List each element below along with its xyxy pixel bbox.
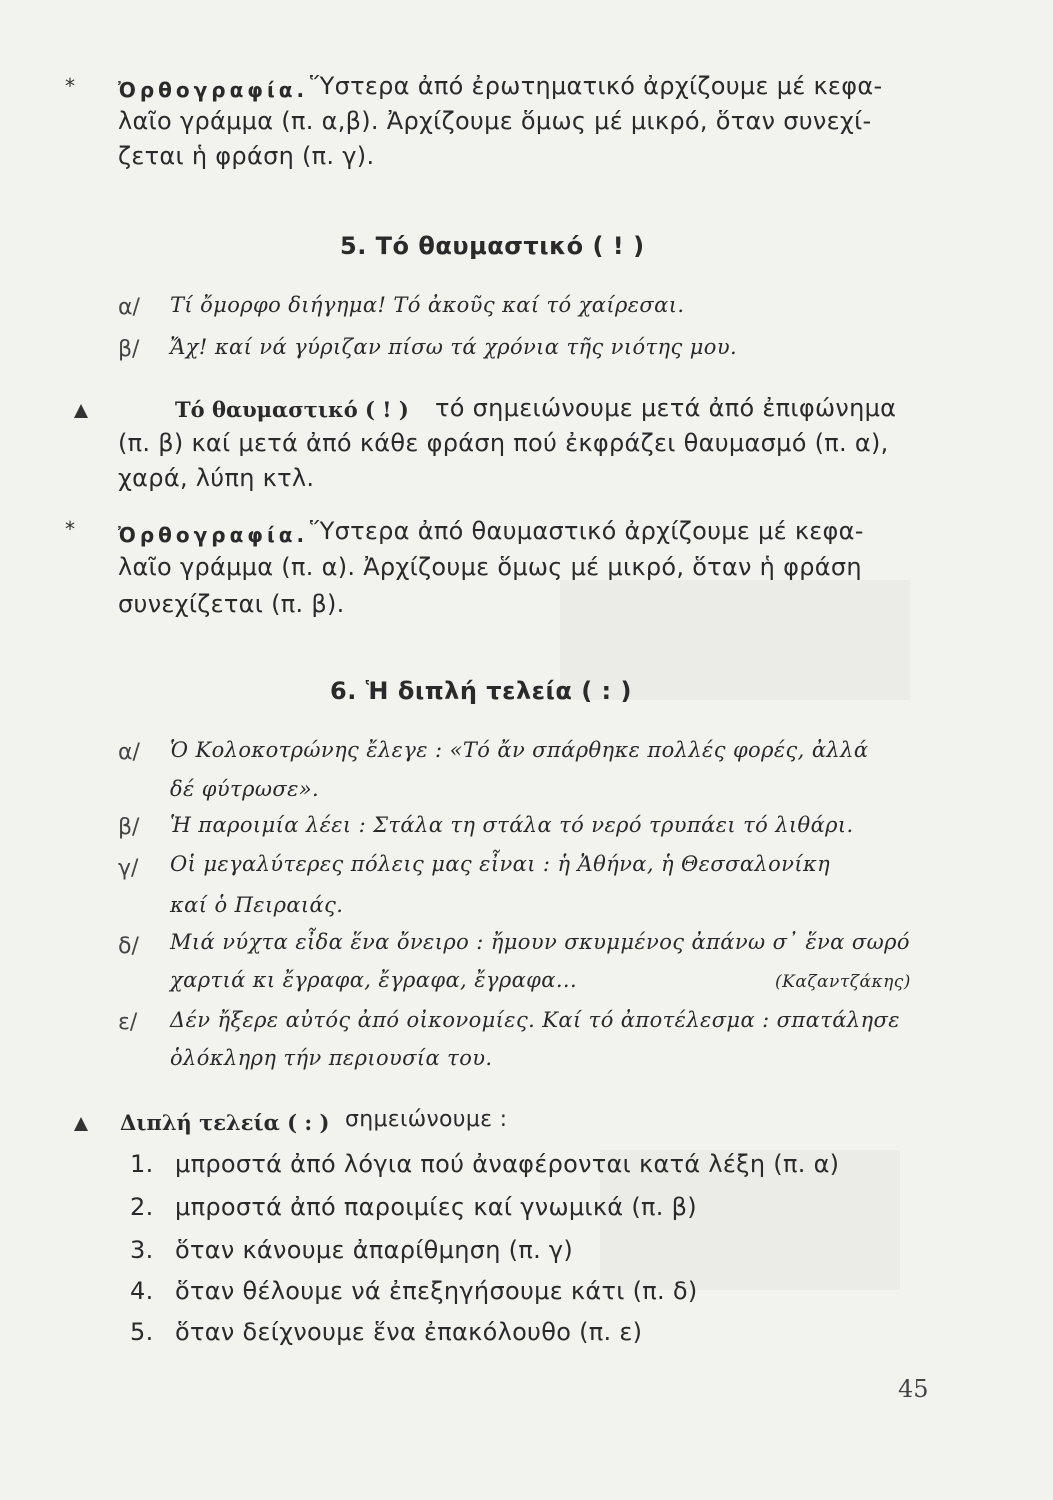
orthography-text-line: Ὕστερα ἀπό ἐρωτηματικό ἀρχίζουμε μέ κεφα- xyxy=(310,72,883,100)
list-item-number: 3. xyxy=(130,1236,154,1264)
section-6-title: 6. Ἡ διπλή τελεία ( : ) xyxy=(330,677,632,705)
asterisk-marker: * xyxy=(65,517,75,541)
rule-bold-term: Διπλή τελεία ( : ) xyxy=(120,1110,330,1135)
example-text: χαρτιά κι ἔγραφα, ἔγραφα, ἔγραφα... xyxy=(170,968,578,992)
triangle-icon xyxy=(74,404,88,418)
example-text: Δέν ἤξερε αὐτός ἀπό οἰκονομίες. Καί τό ἀποτέλεσμα : σπατάλησε xyxy=(170,1008,900,1032)
list-item: μπροστά ἀπό λόγια πού ἀναφέρονται κατά λέξη (π. α) xyxy=(175,1150,840,1178)
orthography-text-line: συνεχίζεται (π. β). xyxy=(118,590,345,618)
list-item: μπροστά ἀπό παροιμίες καί γνωμικά (π. β) xyxy=(175,1193,697,1221)
example-label: γ/ xyxy=(118,856,139,881)
example-label: ε/ xyxy=(118,1010,138,1035)
example-label: α/ xyxy=(118,295,140,320)
list-item-number: 5. xyxy=(130,1318,154,1346)
rule-text-line: (π. β) καί μετά ἀπό κάθε φράση πού ἐκφράζει θαυμασμό (π. α), xyxy=(118,429,889,457)
orthography-text-line: Ὕστερα ἀπό θαυμαστικό ἀρχίζουμε μέ κεφα- xyxy=(310,517,864,545)
author-attribution: (Καζαντζάκης) xyxy=(775,972,911,992)
orthography-text-line: λαῖο γράμμα (π. α,β). Ἀρχίζουμε ὅμως μέ μικρό, ὅταν συνεχί- xyxy=(118,107,872,135)
list-item-number: 1. xyxy=(130,1150,154,1178)
triangle-icon xyxy=(74,1117,88,1131)
example-text: καί ὁ Πειραιάς. xyxy=(170,893,344,917)
section-5-title: 5. Τό θαυμαστικό ( ! ) xyxy=(340,232,645,260)
list-item: ὅταν δείχνουμε ἕνα ἐπακόλουθο (π. ε) xyxy=(175,1318,643,1346)
list-item: ὅταν κάνουμε ἀπαρίθμηση (π. γ) xyxy=(175,1236,574,1264)
example-text: Ὁ Κολοκοτρώνης ἔλεγε : «Τό ἄν σπάρθηκε πολλές φορές, ἀλλά xyxy=(170,738,869,762)
example-text: Μιά νύχτα εἶδα ἕνα ὄνειρο : ἤμουν σκυμμένος ἀπάνω σ᾿ ἕνα σωρό xyxy=(170,930,910,954)
orthography-text-line: λαῖο γράμμα (π. α). Ἀρχίζουμε ὅμως μέ μικρό, ὅταν ἡ φράση xyxy=(118,553,862,581)
rule-text-line: τό σημειώνουμε μετά ἀπό ἐπιφώνημα xyxy=(435,394,897,422)
example-label: α/ xyxy=(118,740,140,765)
rule-bold-term: Τό θαυμαστικό ( ! ) xyxy=(175,397,409,422)
example-text: Τί ὄμορφο διήγημα! Τό ἀκοῦς καί τό χαίρεσαι. xyxy=(170,293,685,317)
example-label: δ/ xyxy=(118,934,139,959)
example-label: β/ xyxy=(118,815,140,840)
example-text: Ἄχ! καί νά γύριζαν πίσω τά χρόνια τῆς νιότης μου. xyxy=(170,335,738,359)
orthography-text-line: ζεται ἡ φράση (π. γ). xyxy=(118,142,375,170)
list-item-number: 4. xyxy=(130,1277,154,1305)
orthography-label: Ὀρθογραφία. xyxy=(118,523,309,547)
example-text: δέ φύτρωσε». xyxy=(170,777,320,801)
rule-text-line: χαρά, λύπη κτλ. xyxy=(118,464,315,492)
example-label: β/ xyxy=(118,337,140,362)
orthography-label: Ὀρθογραφία. xyxy=(118,78,309,102)
list-item-number: 2. xyxy=(130,1193,154,1221)
rule-text: σημειώνουμε : xyxy=(345,1107,508,1132)
example-text: Οἱ μεγαλύτερες πόλεις μας εἶναι : ἡ Ἀθήνα, ἡ Θεσσαλονίκη xyxy=(170,852,831,876)
page-number: 45 xyxy=(898,1375,929,1403)
list-item: ὅταν θέλουμε νά ἐπεξηγήσουμε κάτι (π. δ) xyxy=(175,1277,698,1305)
example-text: ὁλόκληρη τήν περιουσία του. xyxy=(170,1046,493,1070)
example-text: Ἡ παροιμία λέει : Στάλα τη στάλα τό νερό τρυπάει τό λιθάρι. xyxy=(170,813,854,837)
asterisk-marker: * xyxy=(65,74,75,98)
